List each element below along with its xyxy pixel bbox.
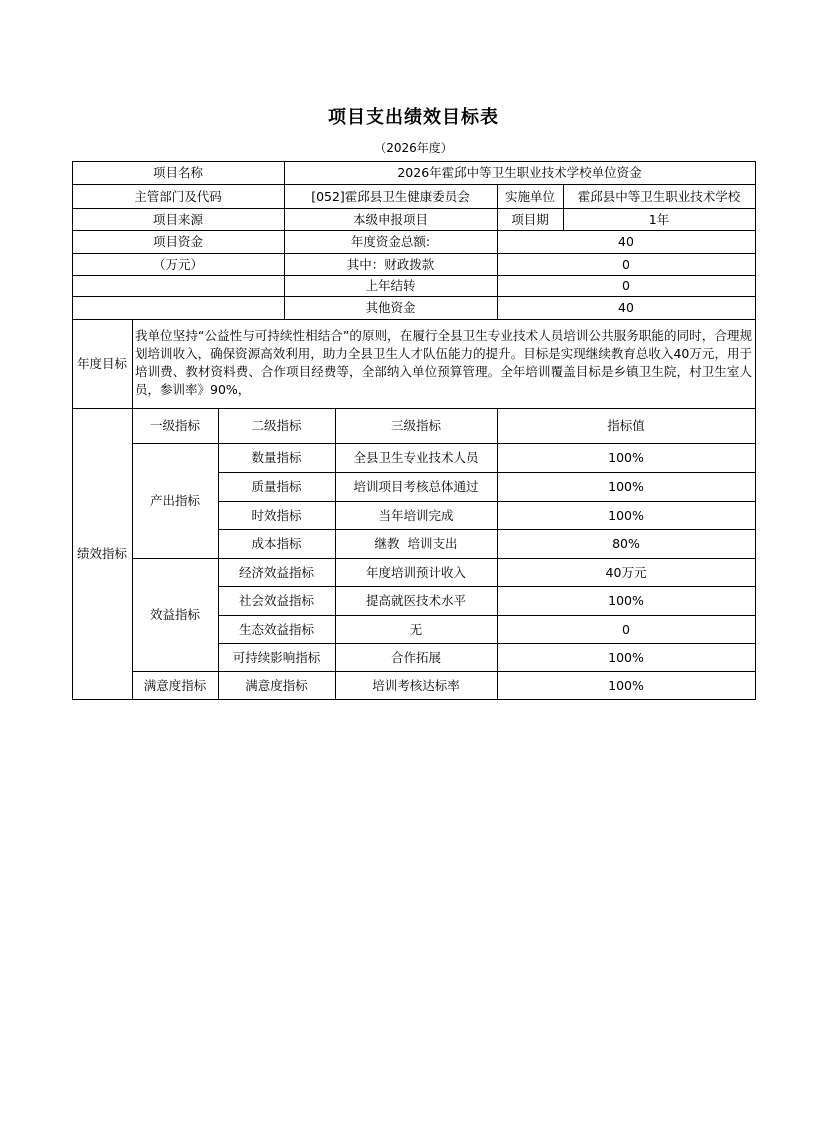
indicator-level3: 培训考核达标率 bbox=[372, 677, 460, 693]
grid-line bbox=[335, 408, 336, 700]
fiscal-funds-label: 其中：财政拨款 bbox=[346, 256, 435, 272]
header-value: 指标值 bbox=[607, 418, 645, 433]
impl-unit-value: 霍邱县中等卫生职业技术学校 bbox=[577, 188, 741, 204]
grid-line bbox=[72, 319, 756, 320]
dept-value: [052]霍邱县卫生健康委员会 bbox=[311, 188, 470, 204]
carryover-label: 上年结转 bbox=[365, 278, 416, 293]
grid-line bbox=[72, 230, 756, 231]
grid-line bbox=[72, 408, 756, 409]
source-label: 项目来源 bbox=[152, 211, 203, 227]
other-funds-value: 40 bbox=[618, 300, 634, 315]
indicator-level2: 满意度指标 bbox=[245, 677, 308, 693]
page-subtitle: （2026年度） bbox=[374, 141, 453, 155]
grid-line bbox=[72, 161, 73, 700]
grid-line bbox=[563, 184, 564, 230]
group-satisfaction: 满意度指标 bbox=[143, 677, 207, 693]
grid-line bbox=[132, 558, 756, 559]
grid-line bbox=[72, 275, 756, 276]
grid-line bbox=[72, 699, 756, 700]
indicator-value: 100% bbox=[608, 649, 644, 665]
indicator-level3: 继教 培训支出 bbox=[374, 536, 458, 551]
grid-line bbox=[72, 208, 756, 209]
fiscal-funds-value: 0 bbox=[622, 256, 630, 272]
indicator-level2: 成本指标 bbox=[251, 536, 302, 551]
grid-line bbox=[497, 408, 498, 700]
annual-goal-label: 年度目标 bbox=[76, 356, 127, 371]
indicator-level2: 数量指标 bbox=[251, 450, 302, 465]
indicator-level2: 时效指标 bbox=[251, 507, 302, 523]
indicator-value: 100% bbox=[608, 677, 644, 693]
indicator-value: 80% bbox=[612, 536, 640, 551]
grid-line bbox=[72, 161, 756, 162]
grid-line bbox=[218, 501, 756, 502]
indicator-value: 100% bbox=[608, 479, 644, 494]
annual-goal-text: 我单位坚持“公益性与可持续性相结合”的原则，在履行全县卫生专业技术人员培训公共服务职能的同时，合理规划培训收入，确保资源高效利用，助力全县卫生人才队伍能力的提升。目标是实现继续教育总收入40万元，用于培训费、教材资料费、合作项目经费等，全部纳入单位预算管理。全年培训覆盖目标是乡镇卫生院，村卫生室人员，参训率》90%， bbox=[135, 328, 752, 397]
indicator-level3: 全县卫生专业技术人员 bbox=[353, 450, 479, 465]
indicator-level3: 合作拓展 bbox=[390, 649, 441, 665]
period-label: 项目期 bbox=[511, 211, 549, 227]
grid-line bbox=[497, 184, 498, 319]
grid-line bbox=[72, 296, 756, 297]
total-funds-value: 40 bbox=[618, 234, 634, 249]
indicator-value: 100% bbox=[608, 593, 644, 608]
indicator-value: 0 bbox=[622, 621, 630, 637]
indicator-level3: 提高就医技术水平 bbox=[365, 593, 466, 608]
performance-section-label: 绩效指标 bbox=[76, 546, 127, 561]
period-value: 1年 bbox=[648, 211, 670, 227]
indicator-value: 100% bbox=[608, 507, 644, 523]
header-level3: 三级指标 bbox=[390, 418, 441, 433]
grid-line bbox=[284, 161, 285, 319]
grid-line bbox=[218, 408, 219, 700]
grid-line bbox=[72, 184, 756, 185]
grid-line bbox=[132, 319, 133, 700]
indicator-level2: 经济效益指标 bbox=[238, 564, 314, 580]
indicator-level3: 无 bbox=[409, 621, 423, 637]
indicator-level3: 培训项目考核总体通过 bbox=[353, 479, 479, 494]
grid-line bbox=[72, 253, 756, 254]
page-title: 项目支出绩效目标表 bbox=[328, 107, 499, 128]
header-level1: 一级指标 bbox=[149, 418, 200, 433]
funds-unit: （万元） bbox=[152, 256, 203, 272]
project-name-value: 2026年霍邱中等卫生职业技术学校单位资金 bbox=[397, 165, 642, 180]
indicator-level2: 生态效益指标 bbox=[238, 621, 314, 637]
indicator-level3: 当年培训完成 bbox=[378, 507, 454, 523]
impl-unit-label: 实施单位 bbox=[504, 188, 555, 204]
group-benefit: 效益指标 bbox=[149, 607, 200, 622]
total-funds-label: 年度资金总额: bbox=[350, 234, 431, 249]
grid-line bbox=[218, 472, 756, 473]
source-value: 本级申报项目 bbox=[352, 211, 428, 227]
grid-line bbox=[132, 443, 756, 444]
carryover-value: 0 bbox=[622, 278, 630, 293]
grid-line bbox=[218, 586, 756, 587]
other-funds-label: 其他资金 bbox=[365, 300, 416, 315]
dept-label: 主管部门及代码 bbox=[134, 188, 222, 204]
project-name-label: 项目名称 bbox=[152, 165, 203, 180]
grid-line bbox=[218, 529, 756, 530]
indicator-level2: 质量指标 bbox=[251, 479, 302, 494]
indicator-level3: 年度培训预计收入 bbox=[365, 564, 466, 580]
header-level2: 二级指标 bbox=[251, 418, 302, 433]
funds-label: 项目资金 bbox=[152, 234, 203, 249]
indicator-value: 40万元 bbox=[605, 564, 647, 580]
indicator-value: 100% bbox=[608, 450, 644, 465]
grid-line bbox=[755, 161, 756, 700]
indicator-level2: 可持续影响指标 bbox=[232, 649, 321, 665]
indicator-level2: 社会效益指标 bbox=[238, 593, 314, 608]
grid-line bbox=[132, 671, 756, 672]
grid-line bbox=[218, 643, 756, 644]
group-output: 产出指标 bbox=[149, 493, 200, 508]
grid-line bbox=[218, 615, 756, 616]
